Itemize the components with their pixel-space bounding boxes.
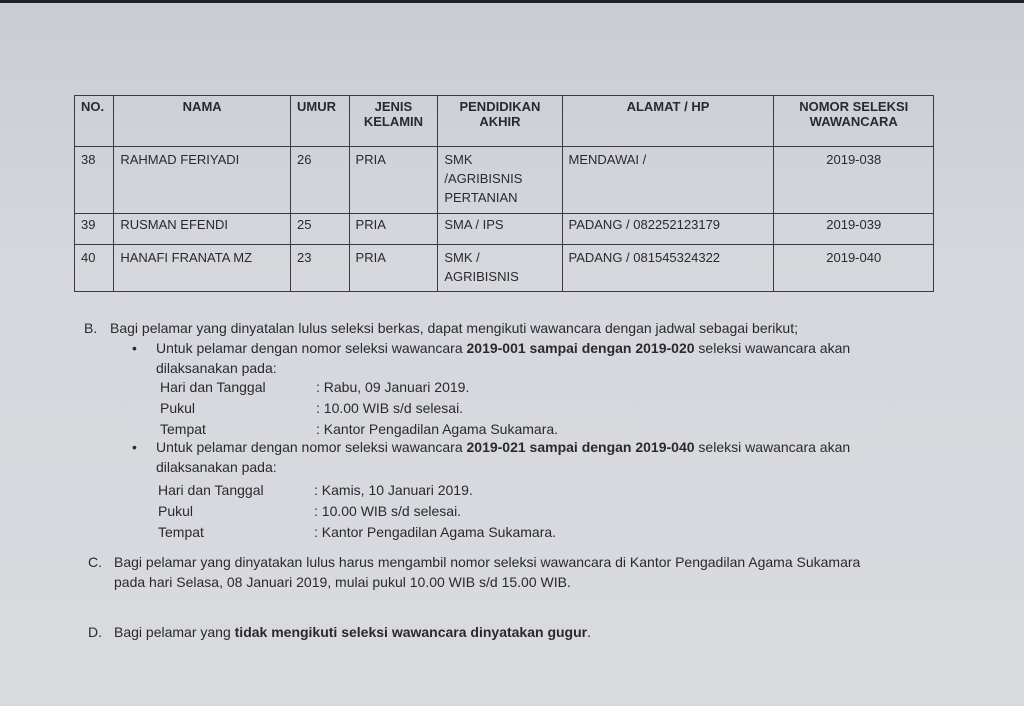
hari-label: Hari dan Tanggal (158, 482, 264, 498)
cell-umur: 25 (291, 214, 350, 245)
header-alamat-hp: ALAMAT / HP (562, 96, 774, 147)
section-d-label: D. (88, 624, 102, 640)
cell-nama: RAHMAD FERIYADI (114, 147, 291, 214)
hari-label: Hari dan Tanggal (160, 379, 266, 395)
cell-jenis-kelamin: PRIA (349, 245, 438, 292)
schedule-bullet-2 (132, 437, 932, 477)
pukul-value: : 10.00 WIB s/d selesai. (316, 400, 464, 416)
cell-no: 39 (75, 214, 114, 245)
bullet-2-range: 2019-021 sampai dengan 2019-040 (466, 439, 695, 455)
section-d-post: . (587, 624, 591, 640)
section-b-text: Bagi pelamar yang dinyatalan lulus seleksi berkas, dapat mengikuti wawancara dengan jadwal sebagai berikut; (110, 320, 798, 336)
cell-no: 40 (75, 245, 114, 292)
tempat-value: : Kantor Pengadilan Agama Sukamara. (316, 421, 559, 437)
cell-jenis-kelamin: PRIA (349, 214, 438, 245)
table-header-row (75, 96, 934, 147)
cell-umur: 26 (291, 147, 350, 214)
header-umur: UMUR (291, 96, 350, 147)
bullet-1-range: 2019-001 sampai dengan 2019-020 (466, 340, 695, 356)
pukul-value: : 10.00 WIB s/d selesai. (314, 503, 462, 519)
section-c-line1: Bagi pelamar yang dinyatakan lulus harus mengambil nomor seleksi wawancara di Kantor Pengadilan Agama Sukamara (114, 554, 861, 570)
cell-nama: RUSMAN EFENDI (114, 214, 291, 245)
pukul-label: Pukul (160, 400, 196, 416)
schedule-1-details (160, 377, 558, 440)
hari-value: : Rabu, 09 Januari 2019. (316, 379, 470, 395)
section-c-line2: pada hari Selasa, 08 Januari 2019, mulai pukul 10.00 WIB s/d 15.00 WIB. (114, 574, 571, 590)
cell-pendidikan: SMA / IPS (438, 214, 562, 245)
cell-alamat: PADANG / 082252123179 (562, 214, 774, 245)
table-row (75, 245, 934, 292)
section-c (88, 552, 938, 592)
section-d-pre: Bagi pelamar yang (114, 624, 235, 640)
cell-pendidikan: SMK / AGRIBISNIS (438, 245, 562, 292)
bullet-1-text-pre: Untuk pelamar dengan nomor seleksi wawancara (156, 340, 467, 356)
cell-no: 38 (75, 147, 114, 214)
cell-nomor-seleksi: 2019-040 (774, 245, 934, 292)
hari-value: : Kamis, 10 Januari 2019. (314, 482, 473, 498)
bullet-1-line2: dilaksanakan pada: (156, 360, 277, 376)
applicant-table (74, 95, 934, 292)
section-d (88, 622, 938, 642)
header-nama: NAMA (114, 96, 291, 147)
cell-nomor-seleksi: 2019-038 (774, 147, 934, 214)
header-no: NO. (75, 96, 114, 147)
cell-jenis-kelamin: PRIA (349, 147, 438, 214)
header-jenis-kelamin: JENIS KELAMIN (349, 96, 438, 147)
cell-nama: HANAFI FRANATA MZ (114, 245, 291, 292)
header-pendidikan-akhir: PENDIDIKAN AKHIR (438, 96, 562, 147)
section-d-bold: tidak mengikuti seleksi wawancara dinyatakan gugur (234, 624, 588, 640)
tempat-label: Tempat (160, 421, 206, 437)
bullet-2-line2: dilaksanakan pada: (156, 459, 277, 475)
schedule-2-details (158, 480, 556, 543)
bullet-1-text-post: seleksi wawancara akan (694, 340, 851, 356)
table-row (75, 214, 934, 245)
bullet-icon: • (132, 340, 137, 356)
section-c-label: C. (88, 554, 102, 570)
cell-pendidikan: SMK /AGRIBISNIS PERTANIAN (438, 147, 562, 214)
bullet-icon: • (132, 439, 137, 455)
section-b-label: B. (84, 320, 98, 336)
cell-umur: 23 (291, 245, 350, 292)
cell-alamat: MENDAWAI / (562, 147, 774, 214)
section-b (84, 318, 944, 338)
tempat-label: Tempat (158, 524, 204, 540)
bullet-2-text-post: seleksi wawancara akan (694, 439, 851, 455)
tempat-value: : Kantor Pengadilan Agama Sukamara. (314, 524, 557, 540)
bullet-2-text-pre: Untuk pelamar dengan nomor seleksi wawancara (156, 439, 467, 455)
cell-alamat: PADANG / 081545324322 (562, 245, 774, 292)
header-nomor-seleksi: NOMOR SELEKSI WAWANCARA (774, 96, 934, 147)
schedule-bullet-1 (132, 338, 932, 378)
cell-nomor-seleksi: 2019-039 (774, 214, 934, 245)
table-row (75, 147, 934, 214)
pukul-label: Pukul (158, 503, 194, 519)
